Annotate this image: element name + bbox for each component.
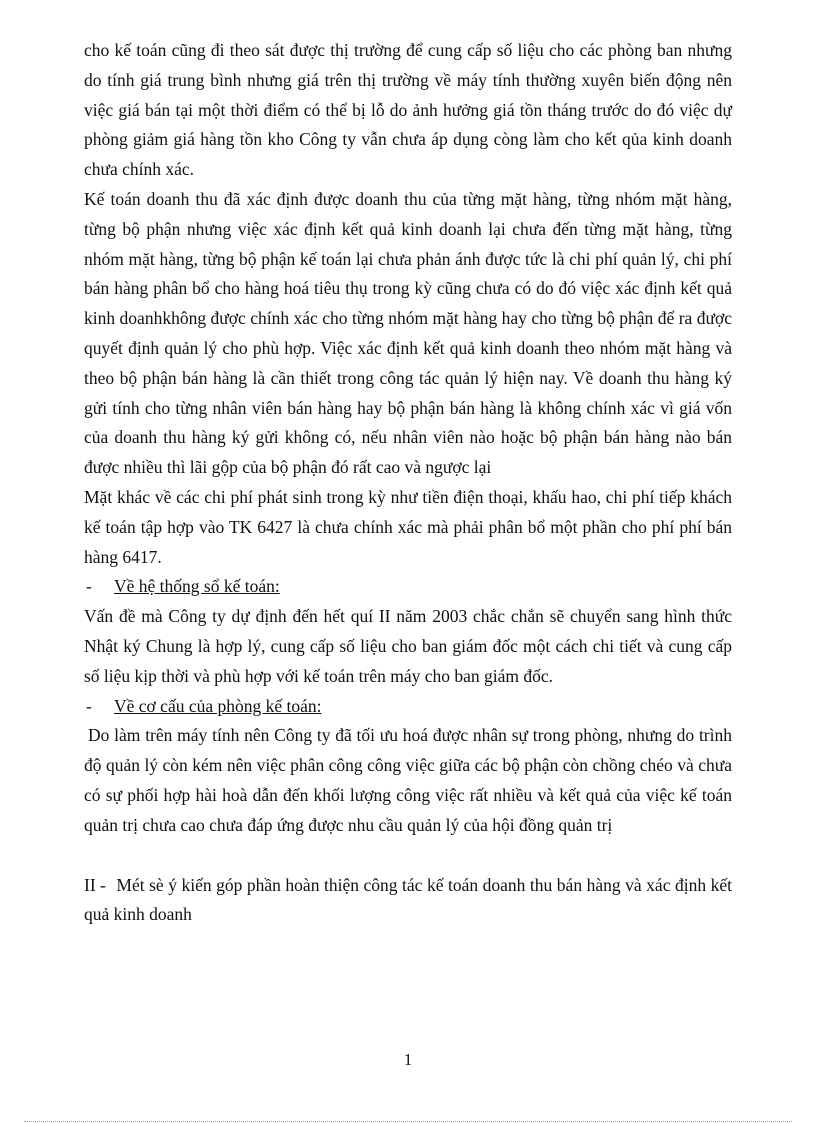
section-heading-text: Mét sè ý kiến góp phần hoàn thiện công tác kế toán doanh thu bán hàng và xác định kết quả kinh doanh [84, 874, 732, 925]
bullet-ledger-system [84, 572, 732, 602]
bullet-ledger-system-label: Về hệ thống sổ kế toán: [114, 576, 280, 597]
bullet-dash: - [86, 576, 92, 597]
paragraph-2: Kế toán doanh thu đã xác định được doanh thu của từng mặt hàng, từng nhóm mặt hàng, từng bộ phận nhưng việc xác định kết quả kinh doanh lại chưa đến từng mặt hàng, từng nhóm mặt hàng, từng bộ phận kế toán lại chưa phản ánh được tức là chi phí quản lý, chi phí bán hàng phân bổ cho hàng hoá tiêu thụ trong kỳ cũng chưa có do đó việc xác định kết quả kinh doanhkhông được chính xác cho từng nhóm mặt hàng hay cho từng bộ phận để ra được quyết định quản lý cho phù hợp. Việc xác định kết quả kinh doanh theo nhóm mặt hàng và theo bộ phận bán hàng là cần thiết trong công tác quản lý hiện nay. Về doanh thu hàng ký gửi tính cho từng nhân viên bán hàng hay bộ phận bán hàng là không chính xác vì giá vốn của doanh thu hàng ký gửi không có, nếu nhân viên nào hoặc bộ phận bán hàng nào bán được nhiều thì lãi gộp của bộ phận đó rất cao và ngược lại [84, 188, 732, 478]
spacer [84, 841, 732, 871]
paragraph-3: Mặt khác về các chi phí phát sinh trong kỳ như tiền điện thoại, khấu hao, chi phí tiếp khách kế toán tập hợp vào TK 6427 là chưa chính xác mà phải phân bổ một phần cho phí phí bán hàng 6417. [84, 486, 732, 567]
page-number: 1 [403, 1050, 413, 1069]
paragraph-1: cho kế toán cũng đi theo sát được thị trường để cung cấp số liệu cho các phòng ban nhưng do tính giá trung bình nhưng giá trên thị trường về máy tính thường xuyên biến động nên việc giá bán tại một thời điểm có thể bị lỗ do ảnh hưởng giá tồn tháng trước do đó việc dự phòng giảm giá hàng tồn kho Công ty vẫn chưa áp dụng còng làm cho kết qủa kinh doanh chưa chính xác. [84, 40, 732, 180]
paragraph-4: Vấn đề mà Công ty dự định đến hết quí II năm 2003 chắc chắn sẽ chuyển sang hình thức Nhật ký Chung là hợp lý, cung cấp số liệu cho ban giám đốc một cách chi tiết và cung cấp số liệu kịp thời và phù hợp với kế toán trên máy cho ban giám đốc. [84, 606, 732, 686]
bullet-department-structure [84, 692, 732, 722]
paragraph-5: Do làm trên máy tính nên Công ty đã tối ưu hoá được nhân sự trong phòng, nhưng do trình độ quản lý còn kém nên việc phân công công việc giữa các bộ phận còn chồng chéo và chưa có sự phối hợp hài hoà dẫn đến khối lượng công việc rất nhiều và kết quả của việc kế toán quản trị chưa cao chưa đáp ứng được nhu cầu quản lý của hội đồng quản trị [84, 725, 732, 835]
section-heading [84, 871, 732, 931]
page-body [84, 36, 732, 930]
bullet-dash: - [86, 695, 92, 716]
bullet-department-structure-label: Về cơ cấu của phòng kế toán: [114, 695, 322, 716]
section-number: II - [84, 874, 106, 895]
footer-divider [24, 1121, 792, 1122]
